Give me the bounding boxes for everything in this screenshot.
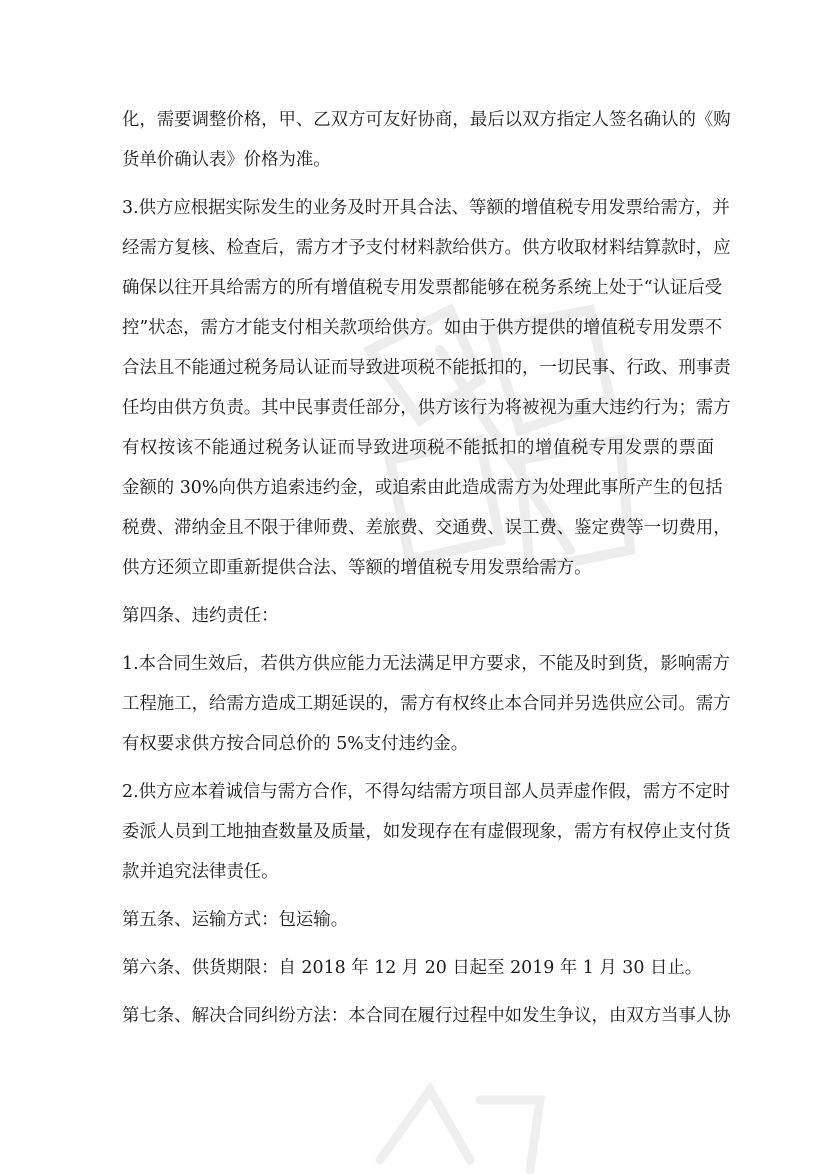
paragraph-gap xyxy=(122,180,714,188)
paragraph-gap xyxy=(122,988,714,996)
text-line: 第七条、解决合同纠纷方法：本合同在履行过程中如发生争议，由双方当事人协 xyxy=(122,1006,731,1026)
text-line: 有权按该不能通过税务认证而导致进项税不能抵扣的增值税专用发票的票面 xyxy=(122,438,714,458)
text-line: 第六条、供货期限：自 2018 年 12 月 20 日起至 2019 年 1 月 30 日止。 xyxy=(122,958,703,978)
paragraph xyxy=(122,100,731,180)
document-body xyxy=(122,100,731,1036)
paragraph xyxy=(122,900,714,940)
text-line: 1.本合同生效后，若供方供应能力无法满足甲方要求，不能及时到货，影响需方 xyxy=(122,654,730,674)
text-line: 确保以往开具给需方的所有增值税专用发票都能够在税务系统上处于“认证后受 xyxy=(122,278,723,298)
text-line: 工程施工，给需方造成工期延误的，需方有权终止本合同并另选供应公司。需方 xyxy=(122,694,731,714)
text-line: 合法且不能通过税务局认证而导致进项税不能抵扣的，一切民事、行政、刑事责 xyxy=(122,358,731,378)
text-line: 第五条、运输方式：包运输。 xyxy=(122,910,349,930)
paragraph xyxy=(122,644,731,764)
text-line: 委派人员到工地抽查数量及质量，如发现存在有虚假现象，需方有权停止支付货 xyxy=(122,822,731,842)
text-line: 化，需要调整价格，甲、乙双方可友好协商，最后以双方指定人签名确认的《购 xyxy=(122,110,731,130)
paragraph xyxy=(122,596,714,636)
paragraph-gap xyxy=(122,892,714,900)
text-line: 供方还须立即重新提供合法、等额的增值税专用发票给需方。 xyxy=(122,558,592,578)
paragraph xyxy=(122,996,731,1036)
paragraph-gap xyxy=(122,636,714,644)
paragraph-gap xyxy=(122,588,714,596)
text-line: 金额的 30%向供方追索违约金，或追索由此造成需方为处理此事所产生的包括 xyxy=(122,478,723,498)
text-line: 第四条、违约责任： xyxy=(122,606,279,626)
text-line: 有权要求供方按合同总价的 5%支付违约金。 xyxy=(122,734,469,754)
watermark-mark-icon xyxy=(360,1060,560,1174)
paragraph-gap xyxy=(122,764,714,772)
text-line: 款并追究法律责任。 xyxy=(122,862,279,882)
text-line: 货单价确认表》价格为准。 xyxy=(122,150,331,170)
paragraph xyxy=(122,772,731,892)
text-line: 税费、滞纳金且不限于律师费、差旅费、交通费、误工费、鉴定费等一切费用， xyxy=(122,518,731,538)
paragraph xyxy=(122,188,731,588)
text-line: 2.供方应本着诚信与需方合作，不得勾结需方项目部人员弄虚作假，需方不定时 xyxy=(122,782,730,802)
text-line: 3.供方应根据实际发生的业务及时开具合法、等额的增值税专用发票给需方，并 xyxy=(122,198,730,218)
text-line: 控”状态，需方才能支付相关款项给供方。如由于供方提供的增值税专用发票不 xyxy=(122,318,723,338)
paragraph xyxy=(122,948,714,988)
paragraph-gap xyxy=(122,940,714,948)
text-line: 任均由供方负责。其中民事责任部分，供方该行为将被视为重大违约行为；需方 xyxy=(122,398,731,418)
text-line: 经需方复核、检查后，需方才予支付材料款给供方。供方收取材料结算款时，应 xyxy=(122,238,731,258)
